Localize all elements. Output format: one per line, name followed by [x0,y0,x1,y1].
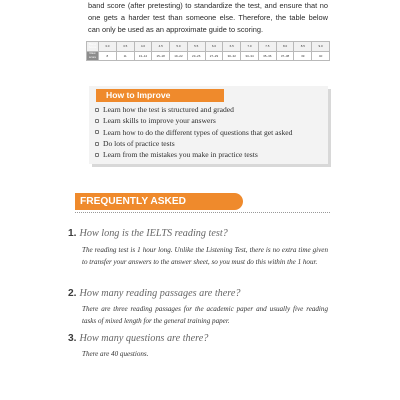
table-cell: 27–29 [205,51,223,61]
table-cell: 4.0 [134,42,152,52]
improve-list [95,104,292,160]
list-item [95,104,292,115]
table-cell: 23–26 [187,51,205,61]
intro-paragraph [88,0,328,36]
list-item [95,115,292,126]
list-item [95,127,292,138]
table-cell: 9.0 [312,42,330,52]
row-header: Band Score [87,42,99,52]
checkbox-bullet-icon [95,119,99,123]
table-cell: 39 [294,51,312,61]
table-cell: 19–22 [170,51,188,61]
band-score-row [87,42,330,52]
how-to-improve-title: How to Improve [96,89,224,102]
table-cell: 40 [312,51,330,61]
list-item-text: Learn skills to improve your answers [103,116,216,126]
question-number: 2. [68,288,77,299]
faq-answer-3: There are 40 questions. [82,350,149,358]
list-item-text: Learn from the mistakes you make in practice tests [103,150,258,160]
question-number: 1. [68,228,77,239]
faq-question-3 [68,333,208,344]
intro-text: band score (after pretesting) to standardize the test, and ensure that no one gets a harder test than someone else. Therefore, the table below can only be used as an approximate guide to scoring. [88,1,328,35]
checkbox-bullet-icon [95,108,99,112]
table-cell: 30–32 [223,51,241,61]
raw-score-row [87,51,330,61]
question-number: 3. [68,333,77,344]
table-cell: 15–18 [152,51,170,61]
list-item-text: Learn how the test is structured and graded [103,105,234,114]
table-cell: 7.5 [258,42,276,52]
band-score-table [86,41,330,61]
table-cell: 4.5 [152,42,170,52]
table-cell: 8.0 [276,42,294,52]
table-cell: 13–14 [134,51,152,61]
list-item-text: Do lots of practice tests [103,138,175,148]
checkbox-bullet-icon [95,130,99,134]
how-to-improve-box [89,86,328,164]
table-cell: 6.0 [205,42,223,52]
table-cell: 8 [99,51,117,61]
faq-heading: FREQUENTLY ASKED QUESTIONS [75,193,243,210]
table-cell: 3.0 [99,42,117,52]
list-item-text: Learn how to do the different types of questions that get asked [103,127,293,137]
table-cell: 3.5 [116,42,134,52]
faq-question-1 [68,228,228,239]
question-text: How long is the IELTS reading test? [79,228,228,239]
table-cell: 37–38 [276,51,294,61]
dotted-divider [75,212,330,213]
table-cell: 5.5 [187,42,205,52]
list-item [95,149,292,160]
table-cell: 5.0 [170,42,188,52]
faq-question-2 [68,288,241,299]
row-header: Raw score [87,51,99,61]
list-item [95,138,292,149]
faq-answer-2: There are three reading passages for the academic paper and usually five reading tasks of mixed length for the general training paper. [82,305,328,326]
table-cell: 8.5 [294,42,312,52]
checkbox-bullet-icon [95,142,99,146]
table-cell: 35–36 [258,51,276,61]
checkbox-bullet-icon [95,153,99,157]
table-cell: 33–34 [241,51,259,61]
table-cell: 6.5 [223,42,241,52]
table-cell: 11 [116,51,134,61]
question-text: How many reading passages are there? [79,288,241,299]
faq-answer-1: The reading test is 1 hour long. Unlike the Listening Test, there is no extra time given to transfer your answers to the answer sheet, so you must do this within the 1 hour. [82,246,328,267]
question-text: How many questions are there? [79,333,209,344]
table-cell: 7.0 [241,42,259,52]
